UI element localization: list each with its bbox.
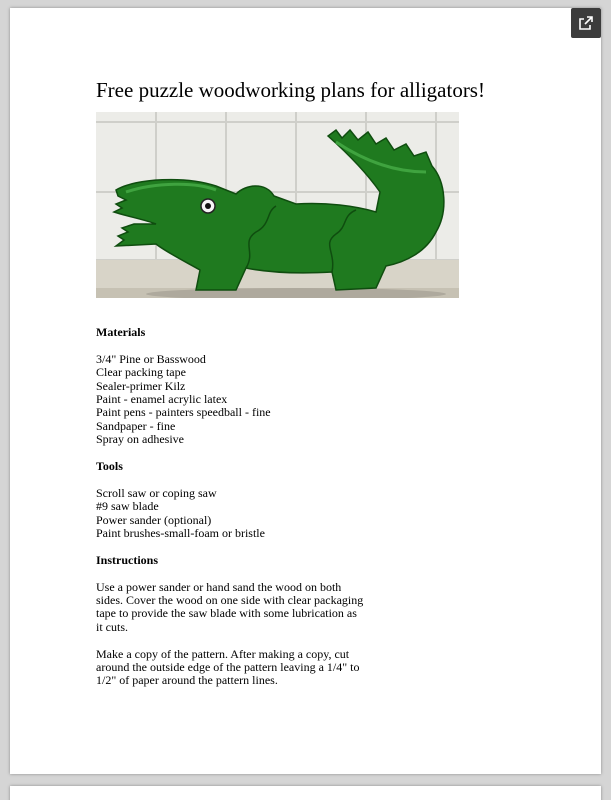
open-external-button[interactable]	[571, 8, 601, 38]
list-item: Paint pens - painters speedball - fine	[96, 405, 271, 420]
document-page	[10, 8, 601, 774]
alligator-puzzle-photo	[96, 112, 459, 298]
materials-heading: Materials	[96, 325, 146, 339]
open-external-icon	[578, 15, 594, 31]
page-title: Free puzzle woodworking plans for alligators!	[96, 78, 485, 102]
next-document-page	[10, 786, 601, 800]
list-item: Sandpaper - fine	[96, 418, 176, 433]
instructions-paragraph: Make a copy of the pattern. After making a copy, cut around the outside edge of the pattern leaving a 1/4" to 1/2" of paper around the pattern lines.	[96, 646, 360, 688]
list-item: Scroll saw or coping saw	[96, 485, 217, 500]
tools-list	[96, 487, 396, 541]
document-body	[96, 326, 396, 701]
list-item: Power sander (optional)	[96, 512, 212, 527]
list-item: 3/4" Pine or Basswood	[96, 351, 206, 366]
list-item: Paint - enamel acrylic latex	[96, 392, 228, 407]
instructions-heading: Instructions	[96, 552, 159, 567]
list-item: Sealer-primer Kilz	[96, 378, 186, 393]
instructions-paragraph: Use a power sander or hand sand the wood on both sides. Cover the wood on one side with clear packaging tape to provide the saw blade with some lubrication as it cuts.	[96, 579, 364, 634]
list-item: Clear packing tape	[96, 365, 186, 380]
list-item: Spray on adhesive	[96, 432, 184, 447]
list-item: Paint brushes-small-foam or bristle	[96, 526, 265, 541]
list-item: #9 saw blade	[96, 499, 159, 514]
materials-list	[96, 353, 396, 447]
tools-heading: Tools	[96, 459, 123, 474]
